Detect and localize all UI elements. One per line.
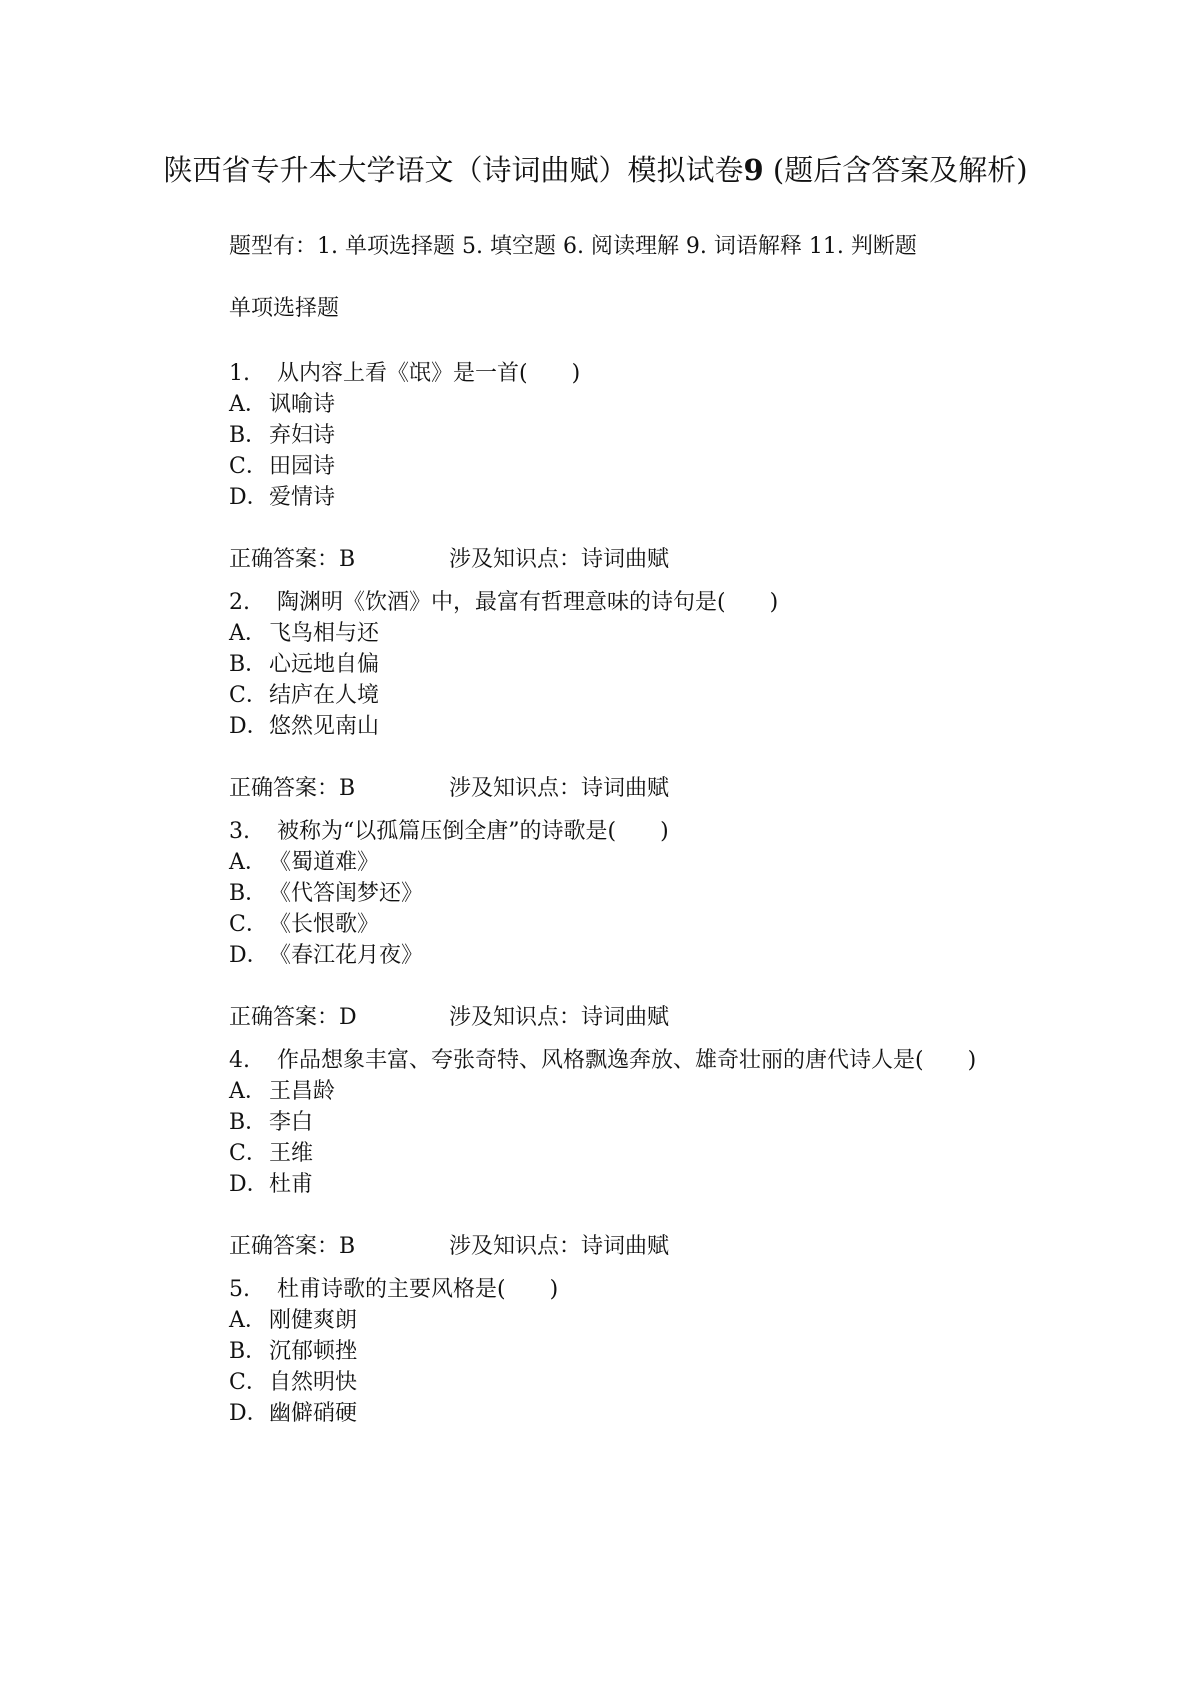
answer-line — [229, 773, 1129, 804]
option-text: 沉郁顿挫 — [269, 1339, 358, 1364]
question-number: 3. — [229, 819, 250, 844]
option-text: 杜甫 — [269, 1172, 314, 1197]
option-c — [229, 1138, 1129, 1169]
question-number: 5. — [229, 1277, 250, 1302]
option-letter: B． — [229, 652, 268, 677]
option-letter: B． — [229, 423, 268, 448]
option-text: 幽僻硝硬 — [269, 1401, 358, 1426]
question-list — [229, 358, 1129, 1441]
option-text: 《春江花月夜》 — [269, 943, 424, 968]
option-d — [229, 1398, 1129, 1429]
option-text: 讽喻诗 — [269, 392, 336, 417]
option-letter: A． — [229, 1079, 267, 1104]
question-3 — [229, 816, 1129, 1033]
knowledge-point: 涉及知识点：诗词曲赋 — [449, 547, 670, 572]
title-suffix: (题后含答案及解析) — [763, 153, 1028, 187]
option-b — [229, 649, 1129, 680]
knowledge-point: 涉及知识点：诗词曲赋 — [449, 1005, 670, 1030]
option-text: 自然明快 — [269, 1370, 358, 1395]
question-stem — [229, 358, 1129, 389]
answer-line — [229, 544, 1129, 575]
option-text: 李白 — [269, 1110, 314, 1135]
option-text: 刚健爽朗 — [269, 1308, 358, 1333]
question-number: 2. — [229, 590, 250, 615]
option-letter: B． — [229, 881, 268, 906]
option-letter: B． — [229, 1110, 268, 1135]
option-letter: D． — [229, 485, 269, 510]
option-text: 田园诗 — [269, 454, 336, 479]
answer-line — [229, 1231, 1129, 1262]
question-stem — [229, 587, 1129, 618]
option-letter: D． — [229, 1172, 269, 1197]
correct-answer: 正确答案：B — [229, 1234, 356, 1259]
option-letter: C． — [229, 1370, 268, 1395]
question-text: 杜甫诗歌的主要风格是( ) — [277, 1277, 559, 1302]
knowledge-point: 涉及知识点：诗词曲赋 — [449, 1234, 670, 1259]
option-c — [229, 451, 1129, 482]
option-text: 爱情诗 — [269, 485, 336, 510]
option-text: 王昌龄 — [269, 1079, 336, 1104]
page-title — [0, 150, 1191, 190]
option-letter: C． — [229, 1141, 268, 1166]
correct-answer: 正确答案：B — [229, 776, 356, 801]
question-types-line: 题型有：1. 单项选择题 5. 填空题 6. 阅读理解 9. 词语解释 11. 判断题 — [229, 234, 917, 259]
option-d — [229, 940, 1129, 971]
title-text: 陕西省专升本大学语文（诗词曲赋）模拟试卷 — [163, 153, 744, 187]
option-b — [229, 878, 1129, 909]
answer-line — [229, 1002, 1129, 1033]
option-b — [229, 1107, 1129, 1138]
question-4 — [229, 1045, 1129, 1262]
option-a — [229, 847, 1129, 878]
option-text: 结庐在人境 — [269, 683, 380, 708]
question-stem — [229, 1274, 1129, 1305]
option-b — [229, 420, 1129, 451]
option-text: 《长恨歌》 — [269, 912, 380, 937]
question-text: 从内容上看《氓》是一首( ) — [277, 361, 581, 386]
option-a — [229, 1305, 1129, 1336]
option-text: 心远地自偏 — [269, 652, 380, 677]
option-letter: A． — [229, 392, 267, 417]
question-text: 作品想象丰富、夸张奇特、风格飘逸奔放、雄奇壮丽的唐代诗人是( ) — [277, 1048, 977, 1073]
question-text: 被称为“以孤篇压倒全唐”的诗歌是( ) — [277, 819, 669, 844]
option-letter: C． — [229, 683, 268, 708]
knowledge-point: 涉及知识点：诗词曲赋 — [449, 776, 670, 801]
option-text: 《蜀道难》 — [269, 850, 380, 875]
option-letter: D． — [229, 714, 269, 739]
option-d — [229, 482, 1129, 513]
section-heading: 单项选择题 — [229, 296, 340, 321]
option-letter: D． — [229, 943, 269, 968]
option-c — [229, 909, 1129, 940]
question-2 — [229, 587, 1129, 804]
option-c — [229, 1367, 1129, 1398]
option-text: 悠然见南山 — [269, 714, 380, 739]
option-letter: C． — [229, 912, 268, 937]
question-5 — [229, 1274, 1129, 1429]
option-text: 弃妇诗 — [269, 423, 336, 448]
correct-answer: 正确答案：B — [229, 547, 356, 572]
title-number: 9 — [743, 153, 764, 187]
option-letter: A． — [229, 621, 267, 646]
option-c — [229, 680, 1129, 711]
option-a — [229, 1076, 1129, 1107]
option-a — [229, 389, 1129, 420]
option-letter: B． — [229, 1339, 268, 1364]
option-text: 《代答闺梦还》 — [269, 881, 424, 906]
option-b — [229, 1336, 1129, 1367]
option-letter: C． — [229, 454, 268, 479]
question-number: 1. — [229, 361, 250, 386]
option-letter: A． — [229, 1308, 267, 1333]
option-d — [229, 711, 1129, 742]
correct-answer: 正确答案：D — [229, 1005, 357, 1030]
option-a — [229, 618, 1129, 649]
option-text: 飞鸟相与还 — [269, 621, 380, 646]
question-text: 陶渊明《饮酒》中，最富有哲理意味的诗句是( ) — [277, 590, 779, 615]
question-number: 4. — [229, 1048, 250, 1073]
option-d — [229, 1169, 1129, 1200]
question-stem — [229, 816, 1129, 847]
option-letter: D． — [229, 1401, 269, 1426]
question-stem — [229, 1045, 1129, 1076]
option-text: 王维 — [269, 1141, 314, 1166]
question-1 — [229, 358, 1129, 575]
option-letter: A． — [229, 850, 267, 875]
